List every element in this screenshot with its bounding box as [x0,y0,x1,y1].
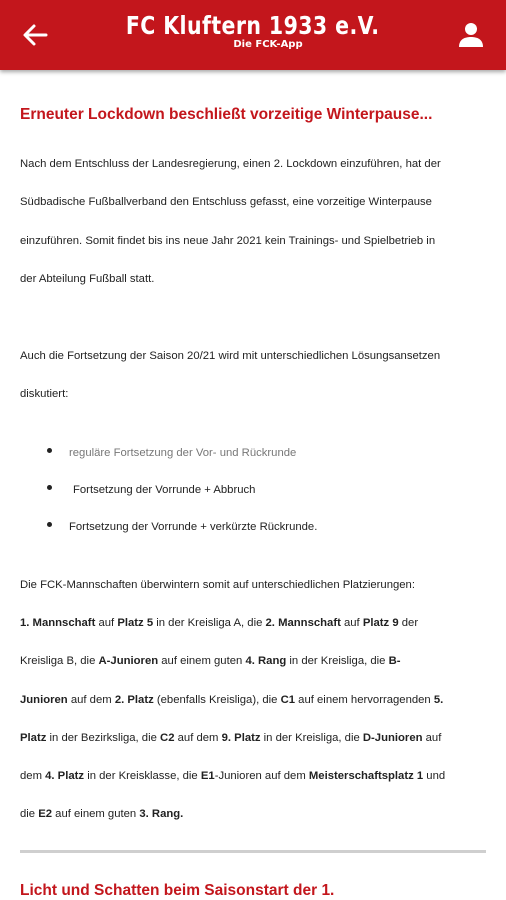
text-line: Nach dem Entschluss der Landesregierung, einen 2. Lockdown einzuführen, hat der [20,158,441,170]
text-line: dem 4. Platz in der Kreisklasse, die E1-Junioren auf dem Meisterschaftsplatz 1 und [20,770,446,783]
text-line: Kreisliga B, die A-Junioren auf einem guten 4. Rang in der Kreisliga, die B- [20,655,401,668]
app-title: FC Kluftern 1933 e.V. [126,11,380,40]
article-paragraph [20,337,490,414]
text-line: der Abteilung Fußball statt. [20,272,155,285]
app-subtitle: Die FCK-App [233,39,303,50]
list-item: Fortsetzung der Vorrunde + verkürzte Rückrunde. [69,521,318,533]
text-line: Junioren auf dem 2. Platz (ebenfalls Kreisliga), die C1 auf einem hervorragenden 5. [20,693,444,706]
user-icon [456,20,486,50]
text-line: Auch die Fortsetzung der Saison 20/21 wird mit unterschiedlichen Lösungsansetzen [20,350,441,362]
app-bar [0,0,506,70]
text-line: Platz in der Bezirksliga, die C2 auf dem 9. Platz in der Kreisliga, die D-Junioren auf [20,731,442,744]
text-line: einzuführen. Somit findet bis ins neue Jahr 2021 kein Trainings- und Spielbetrieb in [20,234,436,247]
bullet-icon [47,485,52,490]
standings-paragraph [20,604,490,834]
article-divider [20,850,486,853]
bullet-icon [47,448,52,453]
list-item: Fortsetzung der Vorrunde + Abbruch [73,484,256,496]
text-line: die E2 auf einem guten 3. Rang. [20,808,184,821]
list-item: reguläre Fortsetzung der Vor- und Rückrunde [69,447,297,459]
article-paragraph: Die FCK-Mannschaften überwintern somit auf unterschiedlichen Platzierungen: [20,579,415,591]
article-paragraph [20,145,490,298]
text-line: diskutiert: [20,388,69,401]
user-button[interactable] [456,20,486,50]
text-line: Südbadische Fußballverband den Entschluss gefasst, eine vorzeitige Winterpause [20,196,432,209]
text-line: 1. Mannschaft auf Platz 5 in der Kreisliga A, die 2. Mannschaft auf Platz 9 der [20,617,419,629]
article-headline[interactable]: Erneuter Lockdown beschließt vorzeitige Winterpause... [20,106,433,123]
app-logo [0,12,506,50]
bullet-icon [47,522,52,527]
next-article-headline[interactable]: Licht und Schatten beim Saisonstart der 1. [20,882,335,899]
